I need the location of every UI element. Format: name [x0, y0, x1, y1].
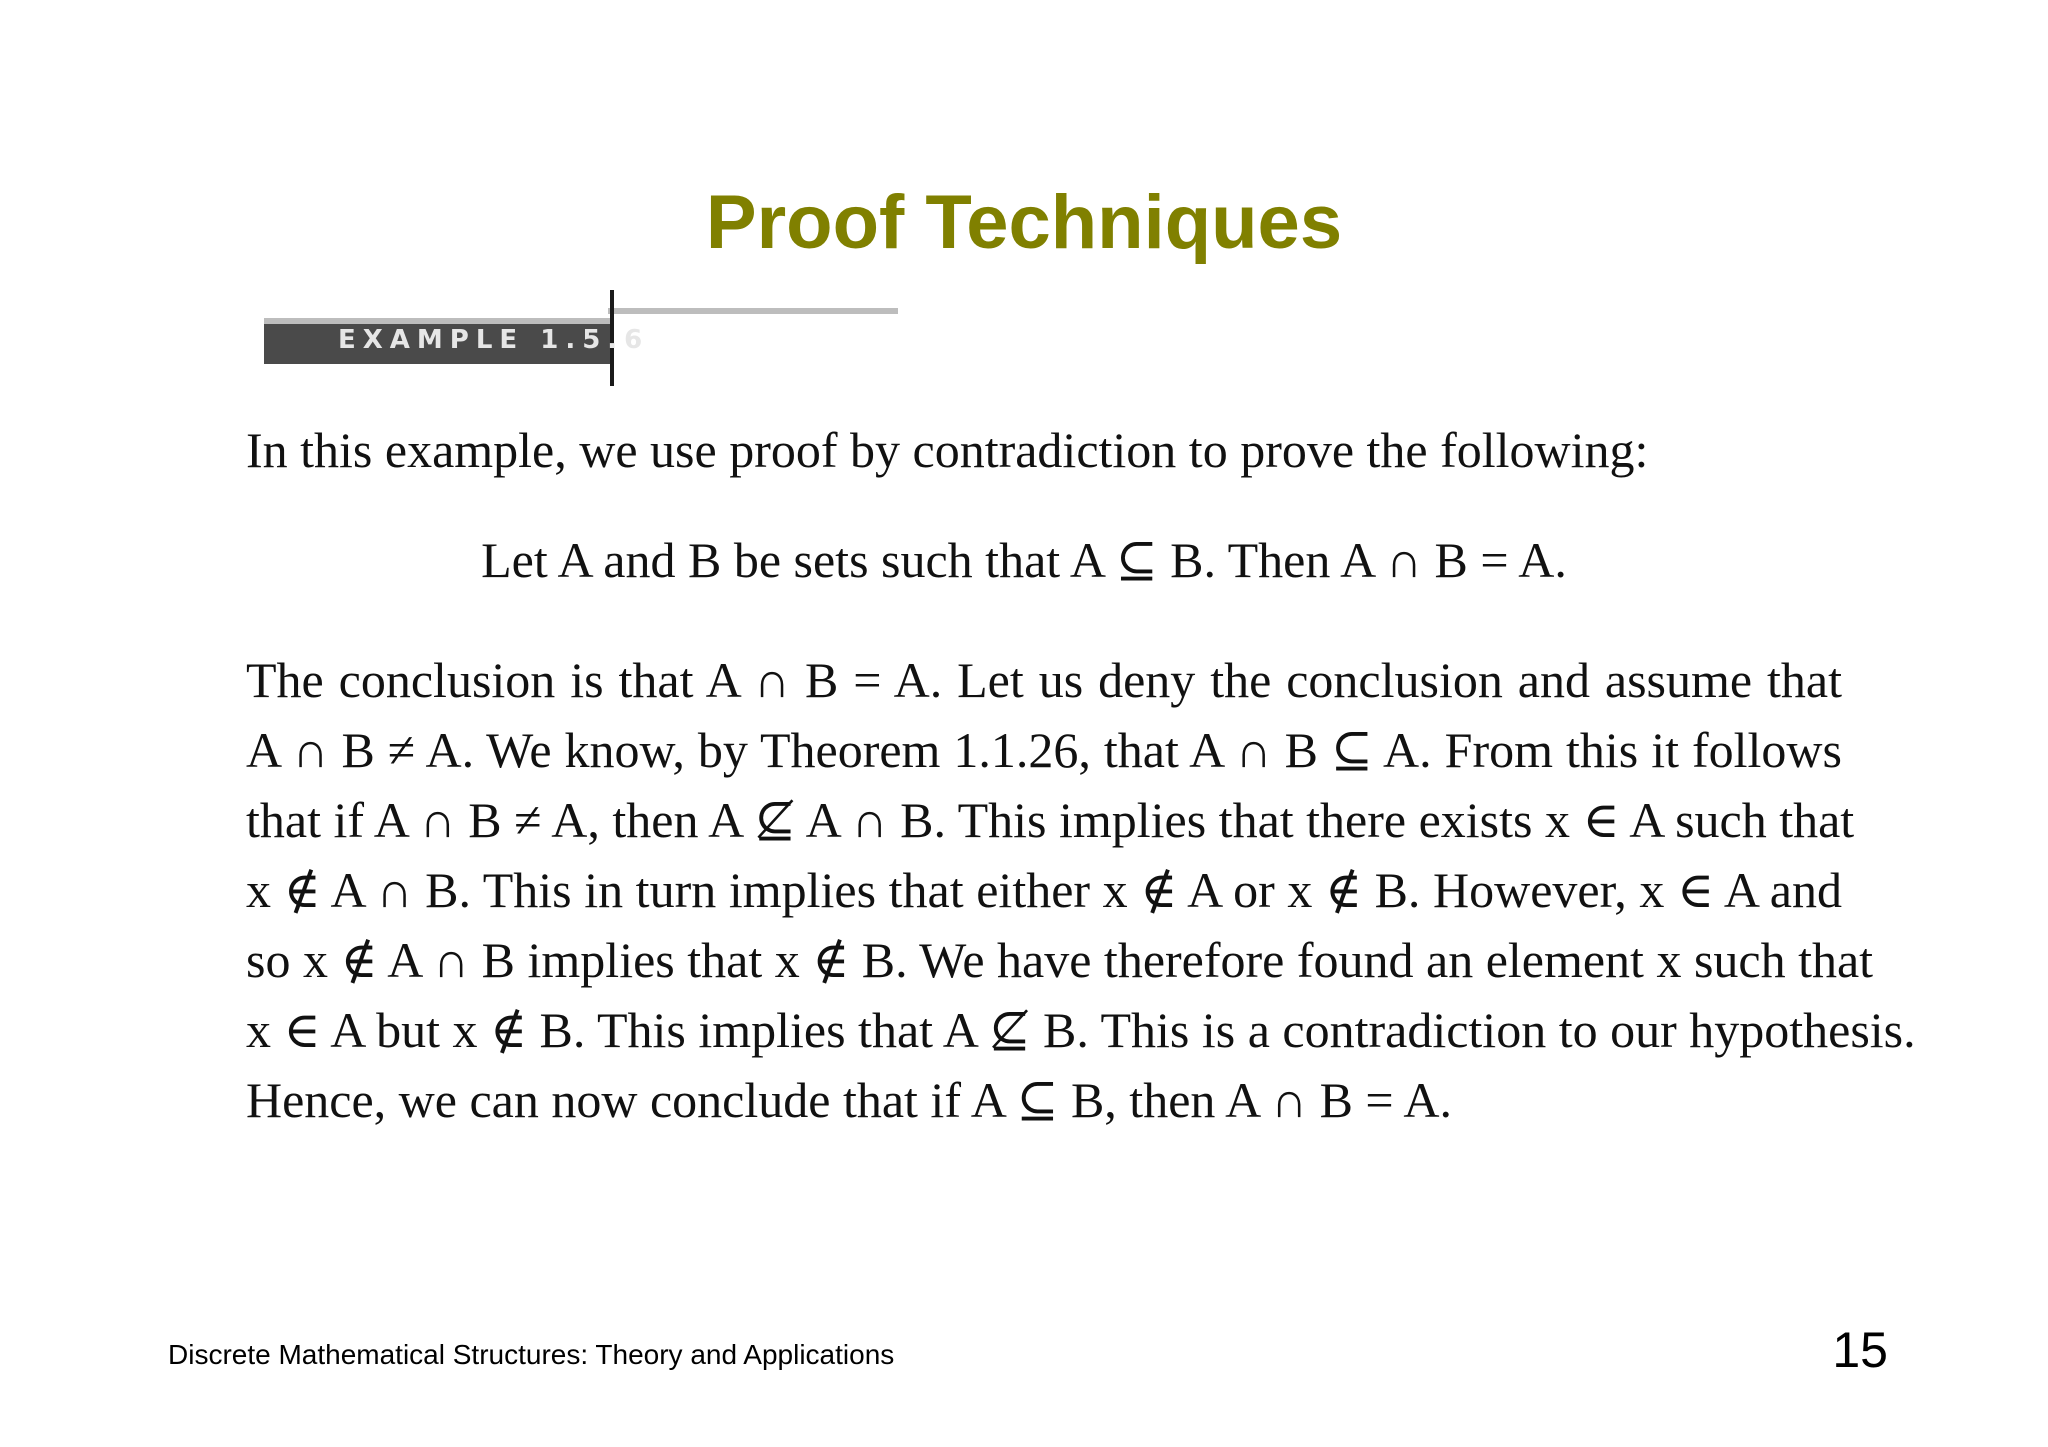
example-banner [264, 308, 650, 364]
theorem-statement: Let A and B be sets such that A ⊆ B. Then A ∩ B = A. [481, 532, 1567, 588]
proof-line: A ∩ B ≠ A. We know, by Theorem 1.1.26, that A ∩ B ⊆ A. From this it follows [246, 722, 1842, 778]
proof-line: x ∈ A but x ∉ B. This implies that A ⊈ B. This is a contradiction to our hypothesis. [246, 1002, 1916, 1058]
proof-line: The conclusion is that A ∩ B = A. Let us deny the conclusion and assume that [246, 652, 1842, 708]
proof-paragraph [246, 645, 1916, 1135]
proof-line: that if A ∩ B ≠ A, then A ⊈ A ∩ B. This implies that there exists x ∈ A such that [246, 792, 1855, 848]
example-banner-rule [608, 308, 898, 314]
proof-line: so x ∉ A ∩ B implies that x ∉ B. We have therefore found an element x such that [246, 932, 1874, 988]
slide-title: Proof Techniques [705, 180, 1343, 265]
page-number: 15 [1832, 1322, 1888, 1378]
proof-line: Hence, we can now conclude that if A ⊆ B, then A ∩ B = A. [246, 1072, 1452, 1128]
example-label: EXAMPLE 1.5.6 [338, 325, 650, 355]
footer-book-title: Discrete Mathematical Structures: Theory and Applications [168, 1339, 895, 1370]
intro-paragraph: In this example, we use proof by contradiction to prove the following: [246, 422, 1649, 478]
proof-line: x ∉ A ∩ B. This in turn implies that either x ∉ A or x ∉ B. However, x ∈ A and [246, 862, 1842, 918]
